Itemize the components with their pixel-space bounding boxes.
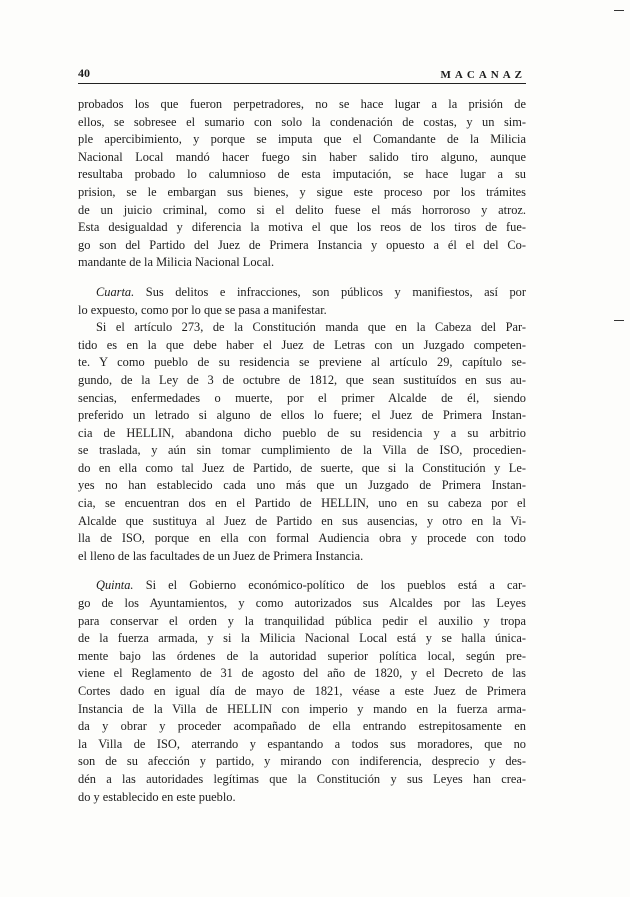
- text-line: lla de ISO, porque en ella con formal Audiencia obra y procede con todo: [78, 531, 526, 546]
- text-line: Nacional Local mandó hacer fuego sin haber salido tiro alguno, aunque: [78, 149, 526, 164]
- text-line: viene el Reglamento de 31 de agosto del año de 1820, y el Decreto de las: [78, 666, 526, 681]
- text-line: Cuarta. Sus delitos e infracciones, son públicos y manifiestos, así por: [96, 284, 526, 299]
- book-page: [78, 66, 526, 806]
- text-line: gundo, de la Ley de 3 de octubre de 1812, que sean sustituídos en sus au-: [78, 372, 526, 387]
- margin-mark-side: [614, 320, 624, 321]
- paragraph: [78, 319, 526, 565]
- paragraph: [78, 577, 526, 806]
- text-line: Alcalde que sustituya al Juez de Partido en sus ausencias, y otro en la Vi-: [78, 513, 526, 528]
- section-lead: Quinta.: [96, 578, 134, 593]
- text-line: son de su afección y partido, y mirando con indiferencia, desprecio y des-: [78, 754, 526, 769]
- text-line: go de los Ayuntamientos, y como autorizados sus Alcaldes por las Leyes: [78, 596, 526, 611]
- paragraph: [78, 284, 526, 319]
- text-line: do y establecido en este pueblo.: [78, 789, 236, 804]
- text-line: de la fuerza armada, y si la Milicia Nacional Local está y se halla única-: [78, 631, 526, 646]
- text-line: cia de HELLIN, abandona dicho pueblo de su residencia y a su arbitrio: [78, 425, 526, 440]
- text-line: se traslada, y aún sin tomar cumplimiento de la Villa de ISO, procedien-: [78, 443, 526, 458]
- text-line: go son del Partido del Juez de Primera Instancia y opuesto a él el del Co-: [78, 237, 526, 252]
- text-line: tido es en la que debe haber el Juez de Letras con un Juzgado competen-: [78, 337, 526, 352]
- text-line: el lleno de las facultades de un Juez de Primera Instancia.: [78, 548, 364, 563]
- text-line: sencias, enfermedades o muerte, por el primer Alcalde de él, siendo: [78, 390, 526, 405]
- text-line: ellos, se sobresee el sumario con solo la condenación de costas, y un sim-: [78, 114, 526, 129]
- text-line: ple apercibimiento, y porque se imputa que el Comandante de la Milicia: [78, 132, 526, 147]
- page-number: 40: [78, 66, 90, 80]
- text-line: prision, se le embargan sus bienes, y sigue este proceso por los trámites: [78, 184, 526, 199]
- text-line: Esta desigualdad y diferencia la motiva el que los reos de los tiros de fue-: [78, 220, 526, 235]
- text-line: la Villa de ISO, aterrando y espantando a todos sus moradores, que no: [78, 736, 526, 751]
- text-line: Si el artículo 273, de la Constitución manda que en la Cabeza del Par-: [96, 320, 526, 335]
- text-line: da y obrar y proceder acompañado de ella entrando estrepitosamente en: [78, 719, 526, 734]
- text-line: lo expuesto, como por lo que se pasa a manifestar.: [78, 302, 327, 317]
- margin-mark-top: [614, 10, 624, 11]
- section-lead: Cuarta.: [96, 284, 135, 299]
- text-line: mandante de la Milicia Nacional Local.: [78, 255, 275, 270]
- text-line: yes no han establecido cada uno más que un Juzgado de Primera Instan-: [78, 478, 526, 493]
- paragraph: [78, 96, 526, 272]
- text-line: te. Y como pueblo de su residencia se previene al artículo 29, capítulo se-: [78, 355, 526, 370]
- text-line: mente bajo las órdenes de la autoridad superior política local, según pre-: [78, 648, 526, 663]
- text-line: para conservar el orden y la tranquilidad pública pedir el auxilio y tropa: [78, 613, 526, 628]
- text-line: resultaba probado lo calumnioso de esta imputación, se hace lugar a su: [78, 167, 526, 182]
- text-line: Instancia de la Villa de HELLIN con imperio y mando en la fuerza arma-: [78, 701, 526, 716]
- text-line: preferido un letrado si alguno de ellos lo fuere; el Juez de Primera Instan-: [78, 408, 526, 423]
- text-line: Cortes dado en igual día de mayo de 1821, véase a este Juez de Primera: [78, 684, 526, 698]
- text-line: do en ella como tal Juez de Partido, de suerte, que si la Constitución y Le-: [78, 460, 526, 475]
- text-line: dén a las autoridades legítimas que la Constitución y sus Leyes han crea-: [78, 771, 526, 786]
- running-head: MACANAZ: [440, 69, 526, 81]
- text-line: probados los que fueron perpetradores, no se hace lugar a la prisión de: [78, 97, 526, 111]
- page-body: [78, 96, 526, 806]
- text-line: cia, se encuentran dos en el Partido de HELLIN, uno en su cabeza por el: [78, 496, 526, 511]
- page-header: [78, 66, 526, 84]
- text-line: de un juicio criminal, como si el delito fuese el más horroroso y atroz.: [78, 202, 526, 217]
- text-line: Quinta. Si el Gobierno económico-político de los pueblos está a car-: [96, 578, 526, 593]
